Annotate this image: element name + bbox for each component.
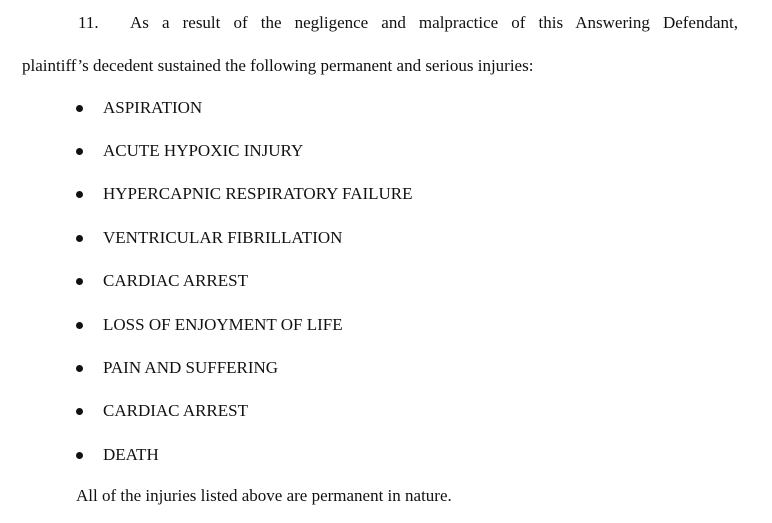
bullet-icon (76, 322, 83, 329)
paragraph-first-line-text: As a result of the negligence and malpractice of this Answering Defendant, (130, 13, 738, 32)
bullet-icon (76, 278, 83, 285)
paragraph-number: 11. (78, 13, 99, 32)
bullet-icon (76, 365, 83, 372)
injury-label: DEATH (103, 445, 159, 464)
injury-label: HYPERCAPNIC RESPIRATORY FAILURE (103, 184, 413, 203)
bullet-icon (76, 148, 83, 155)
bullet-icon (76, 452, 83, 459)
injury-label: ACUTE HYPOXIC INJURY (103, 141, 304, 160)
bullet-icon (76, 105, 83, 112)
closing-sentence: All of the injuries listed above are permanent in nature. (76, 486, 452, 505)
injury-label: ASPIRATION (103, 98, 203, 117)
injury-label: CARDIAC ARREST (103, 401, 248, 420)
paragraph-continuation: plaintiff’s decedent sustained the following permanent and serious injuries: (22, 56, 534, 75)
bullet-icon (76, 191, 83, 198)
injury-label: VENTRICULAR FIBRILLATION (103, 228, 343, 247)
bullet-icon (76, 235, 83, 242)
injury-label: LOSS OF ENJOYMENT OF LIFE (103, 315, 343, 334)
paragraph-first-line (78, 12, 738, 34)
bullet-icon (76, 408, 83, 415)
injury-label: CARDIAC ARREST (103, 271, 248, 290)
injury-label: PAIN AND SUFFERING (103, 358, 279, 377)
